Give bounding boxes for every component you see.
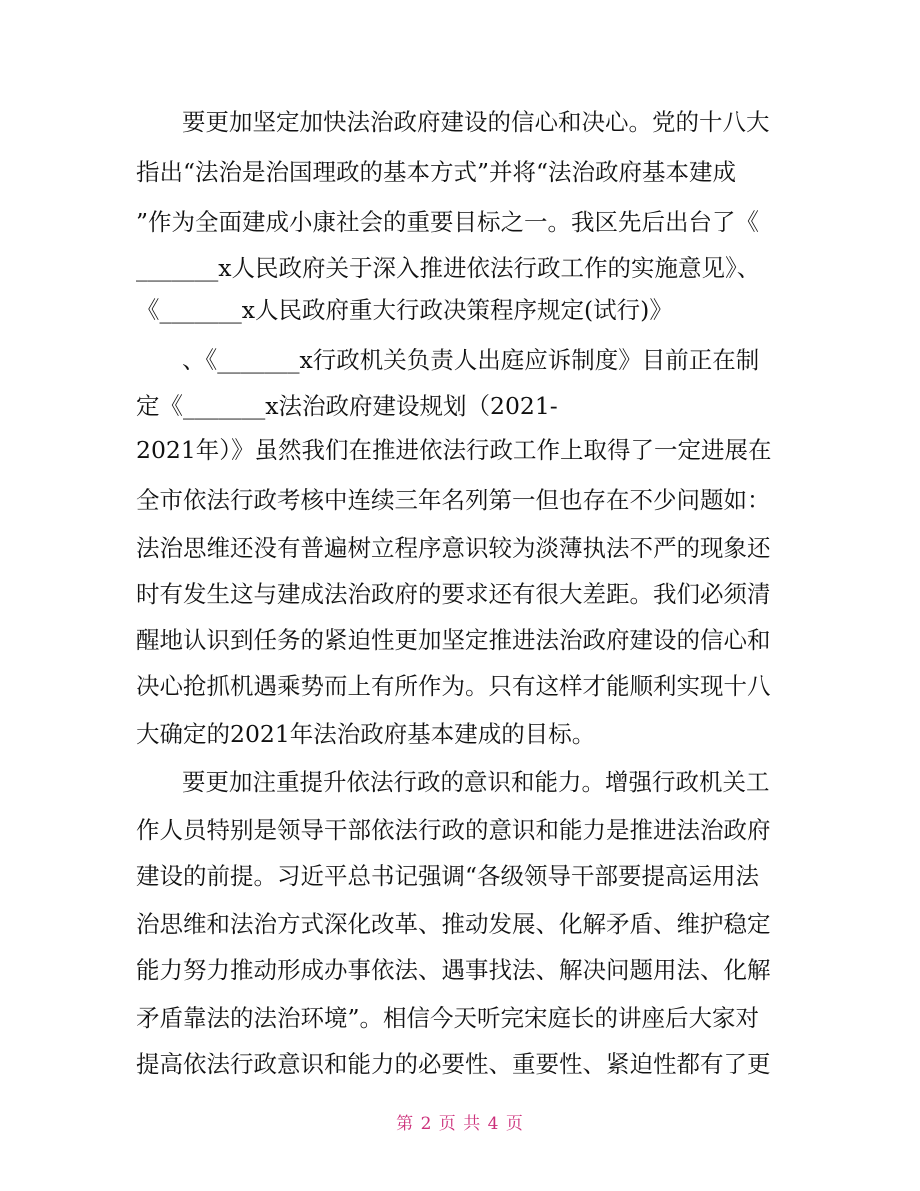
- text-line: 2021年）》虽然我们在推进依法行政工作上取得了一定进展在: [136, 436, 772, 464]
- text-line: 治思维和法治方式深化改革、推动发展、化解矛盾、维护稳定: [136, 910, 771, 938]
- text-line: 《_______x人民政府重大行政决策程序规定(试行)》: [136, 296, 673, 324]
- text-line: 全市依法行政考核中连续三年名列第一但也存在不少问题如：: [136, 486, 771, 514]
- text-line: 法治思维还没有普遍树立程序意识较为淡薄执法不严的现象还: [136, 534, 771, 562]
- text-line: 矛盾靠法的法治环境”。相信今天听完宋庭长的讲座后大家对: [136, 1004, 760, 1032]
- text-line: 大确定的2021年法治政府基本建成的目标。: [136, 720, 596, 748]
- text-line: 决心抢抓机遇乘势而上有所作为。只有这样才能顺利实现十八: [136, 672, 771, 700]
- page-footer: [0, 1112, 920, 1136]
- text-line: ”作为全面建成小康社会的重要目标之一。我区先后出台了《: [136, 208, 760, 236]
- text-line: 要更加注重提升依法行政的意识和能力。增强行政机关工: [182, 768, 770, 796]
- text-line: 建设的前提。习近平总书记强调“各级领导干部要提高运用法: [136, 862, 760, 890]
- text-line: 醒地认识到任务的紧迫性更加坚定推进法治政府建设的信心和: [136, 626, 771, 654]
- text-line: 作人员特别是领导干部依法行政的意识和能力是推进法治政府: [136, 816, 771, 844]
- text-line: 要更加坚定加快法治政府建设的信心和决心。党的十八大: [182, 108, 770, 136]
- text-line: 定《_______x法治政府建设规划（2021-: [136, 392, 558, 420]
- text-line: 时有发生这与建成法治政府的要求还有很大差距。我们必须清: [136, 580, 771, 608]
- text-line: _______x人民政府关于深入推进依法行政工作的实施意见》、: [136, 254, 761, 282]
- text-line: 能力努力推动形成办事依法、遇事找法、解决问题用法、化解: [136, 956, 771, 984]
- text-line: 提高依法行政意识和能力的必要性、重要性、紧迫性都有了更: [136, 1050, 771, 1078]
- page-number-label: 第 2 页 共 4 页: [396, 1114, 524, 1134]
- text-line: 指出“法治是治国理政的基本方式”并将“法治政府基本建成: [136, 158, 737, 186]
- text-line: 、《_______x行政机关负责人出庭应诉制度》目前正在制: [182, 346, 760, 374]
